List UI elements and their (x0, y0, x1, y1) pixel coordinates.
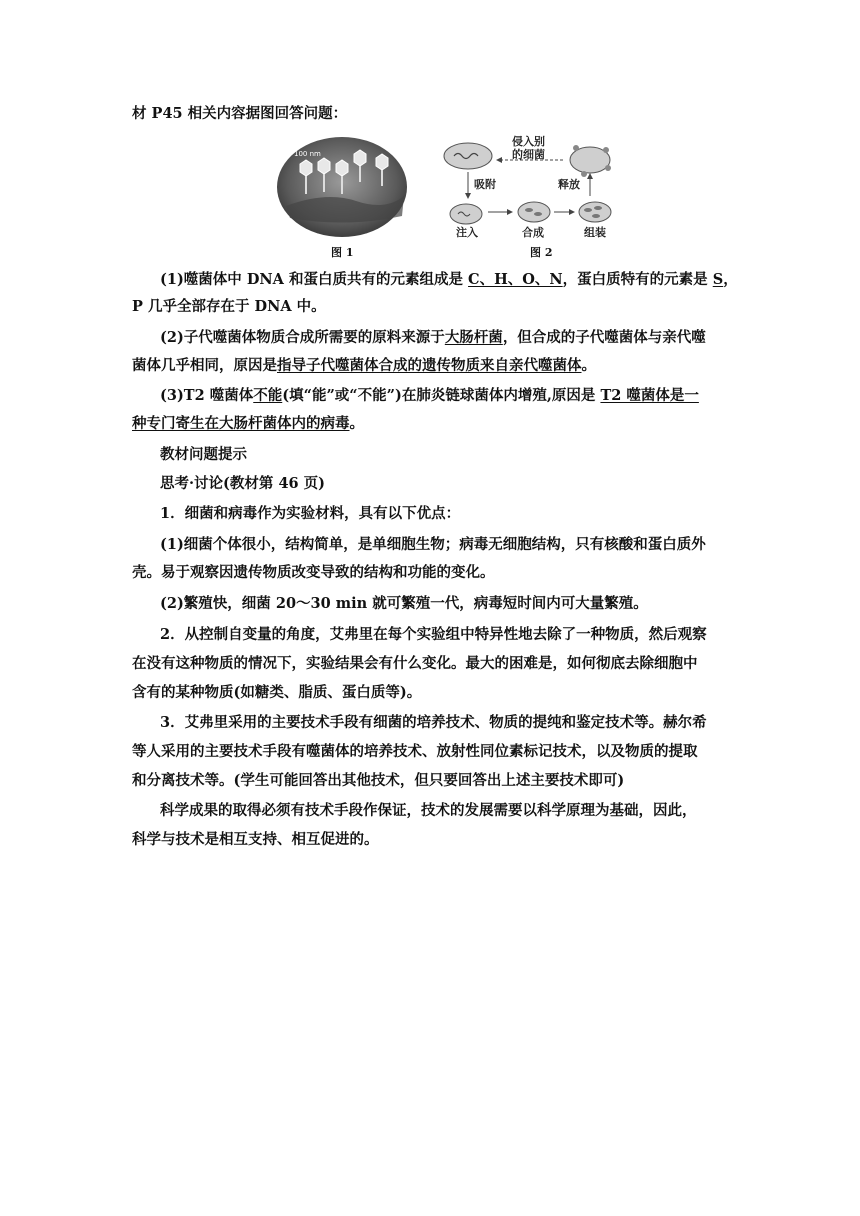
label-inject: 注入 (456, 226, 478, 239)
item-3-line-1: 3．艾弗里采用的主要技术手段有细菌的培养技术、物质的提纯和鉴定技术等。赫尔希 (160, 714, 707, 731)
answer-sulfur: S (712, 271, 724, 288)
item-2-line-3: 含有的某种物质(如糖类、脂质、蛋白质等)。 (132, 684, 422, 701)
item-3-line-2: 等人采用的主要技术手段有噬菌体的培养技术、放射性同位素标记技术，以及物质的提取 (132, 743, 698, 760)
figure-1 (276, 136, 408, 238)
question-2-line-1: (2)子代噬菌体物质合成所需要的原料来源于大肠杆菌，但合成的子代噬菌体与亲代噬 (160, 329, 706, 346)
answer-reason-start: T2 噬菌体是一 (600, 387, 699, 404)
life-cycle-diagram (438, 134, 618, 242)
answer-cannot: 不能 (253, 387, 283, 404)
answer-reason: 指导子代噬菌体合成的遗传物质来自亲代噬菌体 (277, 357, 582, 374)
item-4-line-2: 科学与技术是相互支持、相互促进的。 (132, 831, 379, 848)
item-1a-line-2: 壳。易于观察因遗传物质改变导致的结构和功能的变化。 (132, 564, 495, 581)
figure-1-caption: 图 1 (331, 246, 354, 259)
label-invade-2: 的细菌 (512, 148, 545, 161)
question-3-line-1: (3)T2 噬菌体不能(填“能”或“不能”)在肺炎链球菌体内增殖,原因是 T2 噬菌体是一 (160, 387, 699, 404)
section-title: 教材问题提示 (160, 446, 247, 463)
question-2-line-2: 菌体几乎相同，原因是指导子代噬菌体合成的遗传物质来自亲代噬菌体。 (132, 357, 596, 374)
item-1: 1．细菌和病毒作为实验材料，具有以下优点： (160, 505, 461, 522)
label-assemble: 组装 (584, 226, 606, 239)
answer-raw-material: 大肠杆菌 (444, 329, 503, 346)
figure-2 (438, 134, 618, 242)
question-3-line-2: 种专门寄生在大肠杆菌体内的病毒。 (132, 415, 364, 432)
figure-2-caption: 图 2 (530, 246, 553, 259)
answer-reason-end: 种专门寄生在大肠杆菌体内的病毒 (132, 415, 350, 432)
scale-label: 100 nm (294, 150, 321, 158)
item-1b: (2)繁殖快，细菌 20～30 min 就可繁殖一代，病毒短时间内可大量繁殖。 (160, 595, 648, 612)
item-2-line-1: 2．从控制自变量的角度，艾弗里在每个实验组中特异性地去除了一种物质，然后观察 (160, 626, 707, 643)
question-1-line-1: (1)噬菌体中 DNA 和蛋白质共有的元素组成是 C、H、O、N，蛋白质特有的元素是 S， (160, 271, 738, 288)
answer-elements: C、H、O、N (468, 271, 563, 288)
micrograph-image (276, 136, 408, 238)
label-synthesize: 合成 (522, 226, 544, 239)
item-2-line-2: 在没有这种物质的情况下，实验结果会有什么变化。最大的困难是，如何彻底去除细胞中 (132, 655, 698, 672)
label-adsorb: 吸附 (474, 178, 496, 191)
item-1a-line-1: (1)细菌个体很小，结构简单，是单细胞生物；病毒无细胞结构，只有核酸和蛋白质外 (160, 536, 706, 553)
subsection-title: 思考·讨论(教材第 46 页) (160, 475, 326, 492)
item-4-line-1: 科学成果的取得必须有技术手段作保证，技术的发展需要以科学原理为基础，因此， (160, 802, 697, 819)
question-1-line-2: P 几乎全部存在于 DNA 中。 (132, 298, 326, 315)
item-3-line-3: 和分离技术等。(学生可能回答出其他技术，但只要回答出上述主要技术即可) (132, 772, 625, 789)
label-release: 释放 (558, 178, 580, 191)
label-invade-1: 侵入别 (512, 135, 545, 148)
intro-line: 材 P45 相关内容据图回答问题： (132, 105, 348, 122)
